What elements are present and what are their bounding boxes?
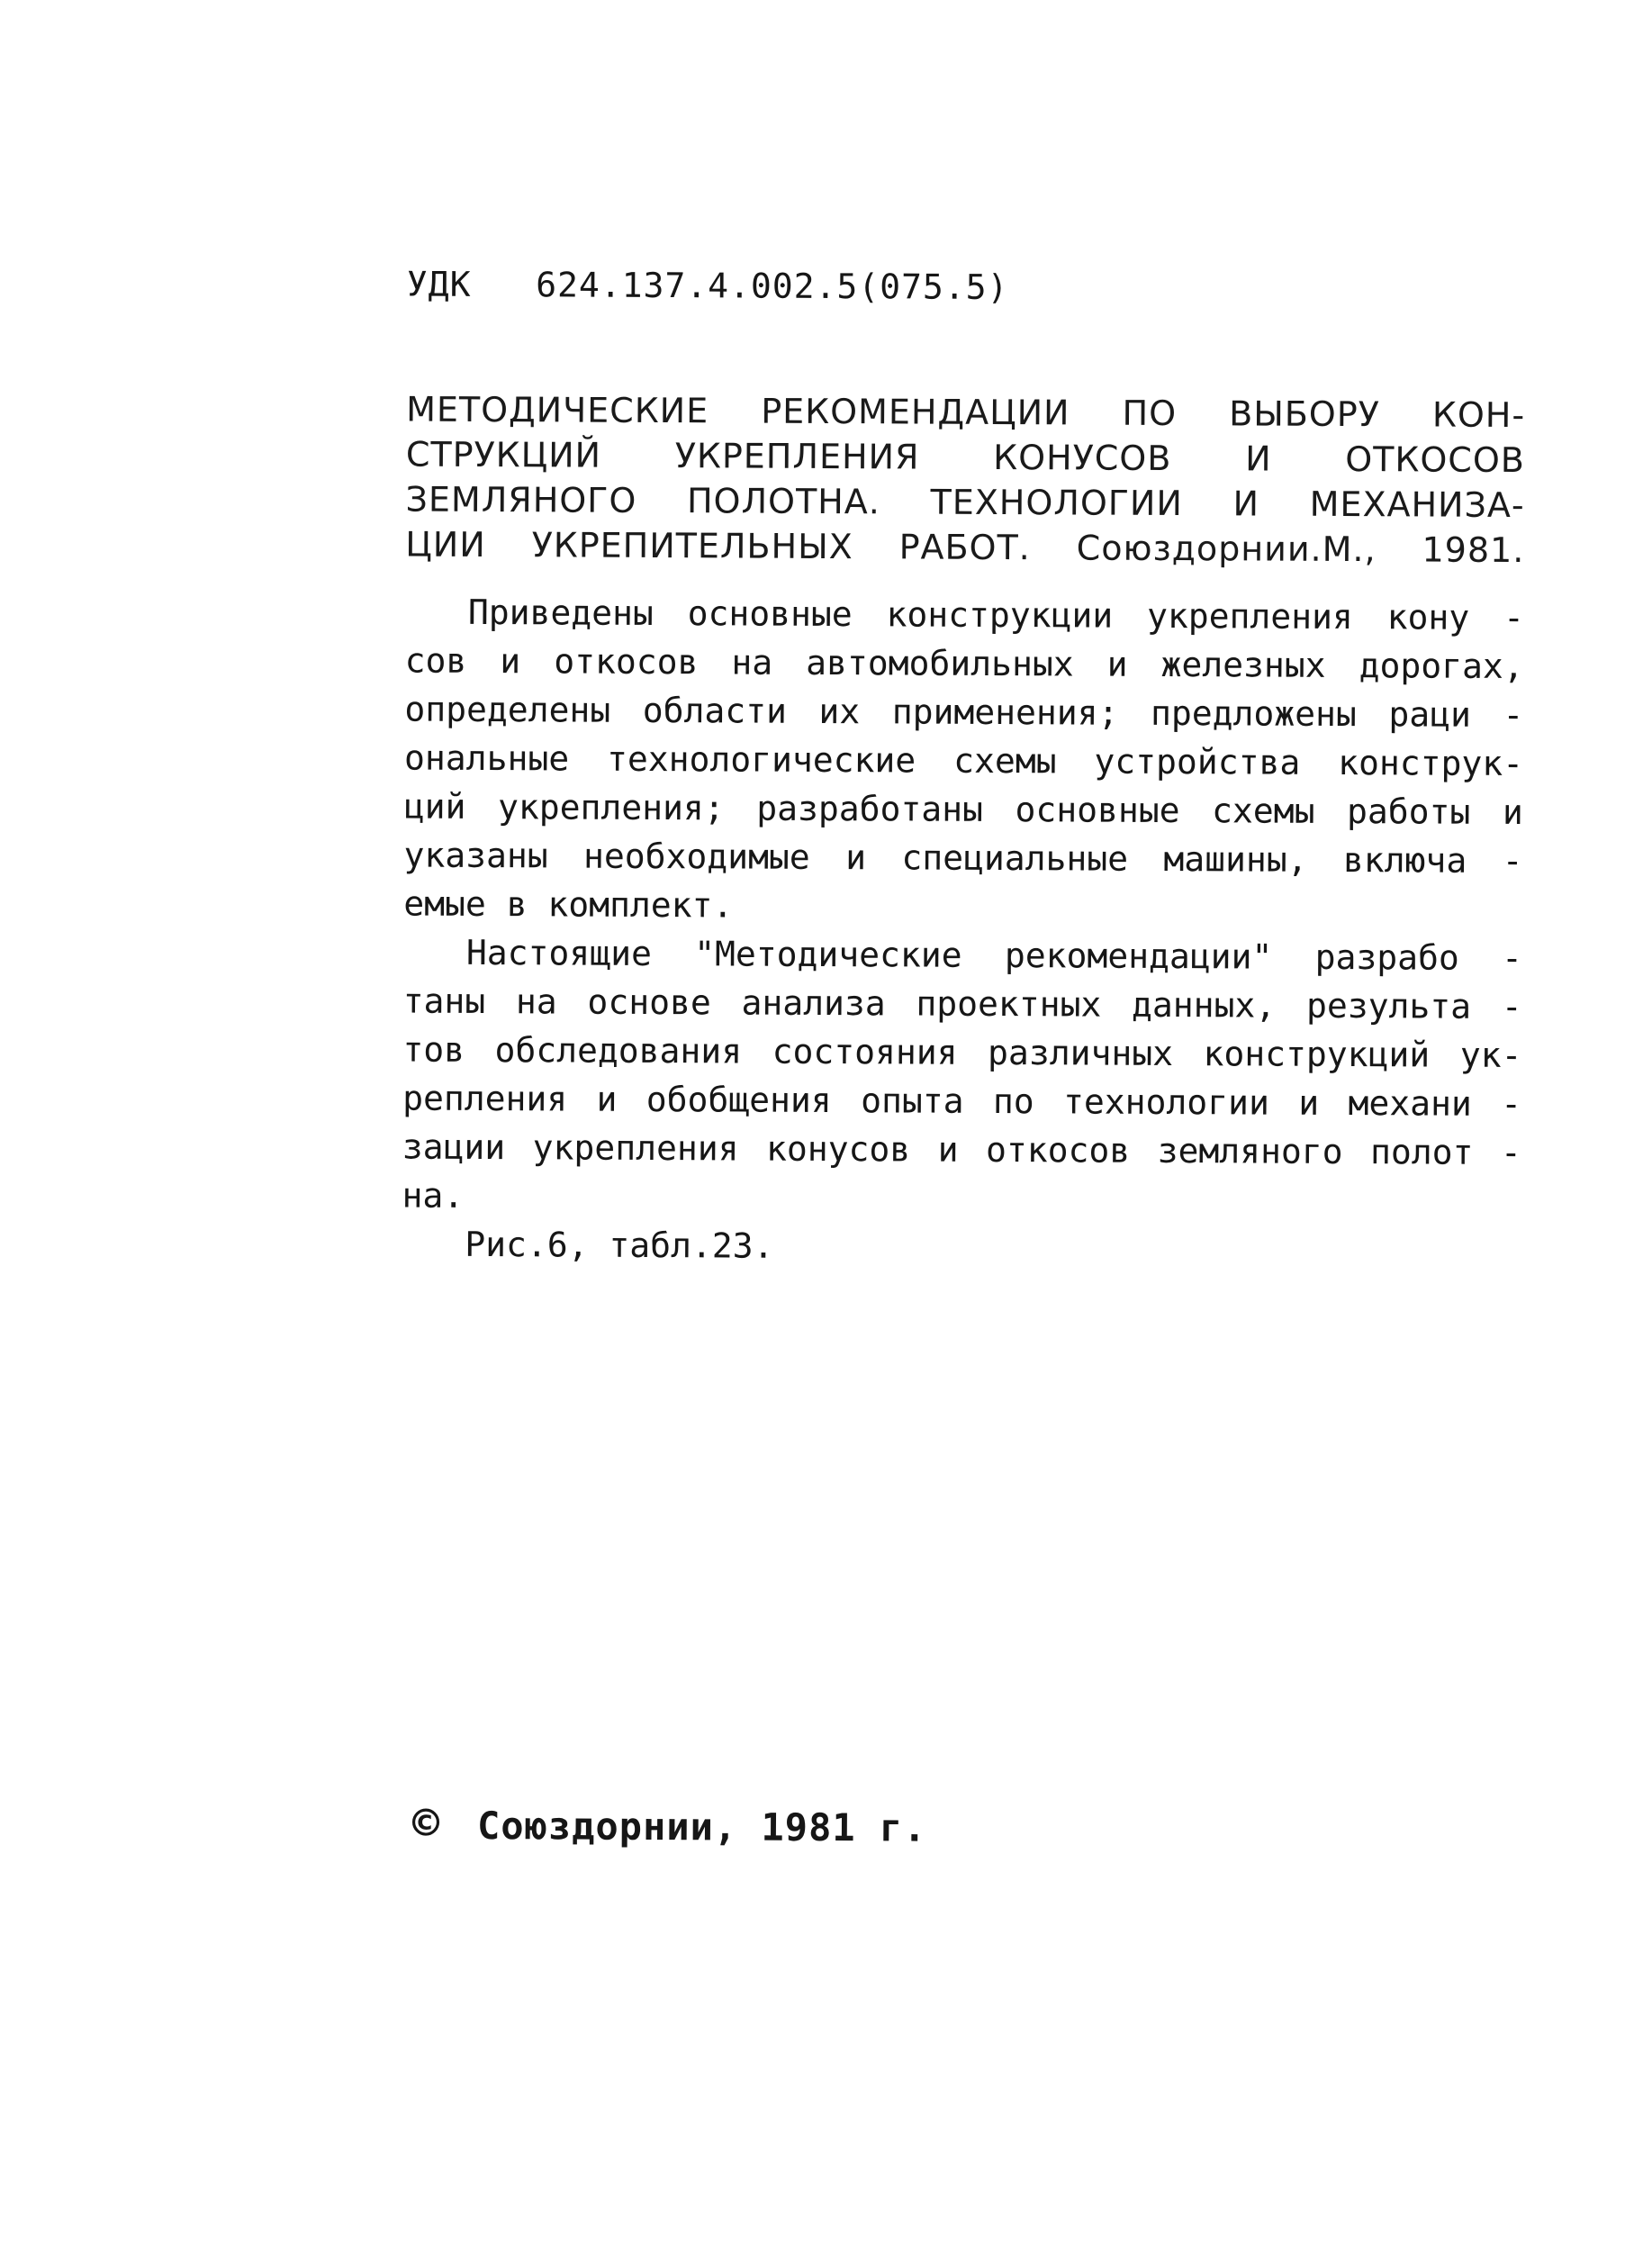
udc-number: УДК 624.137.4.002.5(075.5) [406,264,1009,308]
title-line: СТРУКЦИЙ УКРЕПЛЕНИЯ КОНУСОВ И ОТКОСОВ [405,434,1525,481]
abstract-line: на. [402,1175,465,1216]
title-line: ЦИИ УКРЕПИТЕЛЬНЫХ РАБОТ. Союздорнии.М., 1981. [405,524,1525,571]
abstract-line: ций укрепления; разработаны основные схемы работы и [403,786,1523,833]
abstract-line: репления и обобщения опыта по технологии и механи - [402,1078,1522,1125]
title-line: МЕТОДИЧЕСКИЕ РЕКОМЕНДАЦИИ ПО ВЫБОРУ КОН- [406,389,1526,436]
abstract-line: определены области их применения; предложены раци - [404,689,1524,736]
figures-note: Рис.6, табл.23. [465,1224,774,1266]
title-line: ЗЕМЛЯНОГО ПОЛОТНА. ТЕХНОЛОГИИ И МЕХАНИЗА- [405,479,1525,526]
abstract-line: таны на основе анализа проектных данных, результа - [402,981,1522,1027]
abstract-line: зации укрепления конусов и откосов земляного полот - [402,1126,1521,1173]
copyright-line [412,1797,927,1852]
document-title [405,387,1525,574]
abstract-line: указаны необходимые и специальные машины, включа - [403,835,1523,882]
abstract-line: емые в комплект. [403,883,734,926]
copyright-icon: © [411,1796,440,1850]
copyright-text: Союздорнии, 1981 г. [476,1803,927,1850]
abstract-line: ональные технологические схемы устройства конструк- [404,737,1524,784]
abstract-line: сов и откосов на автомобильных и железных дорогах, [404,640,1524,687]
abstract-line: Настоящие "Методические рекомендации" разрабо - [465,932,1523,979]
abstract-line: Приведены основные конструкции укрепления кону - [467,592,1525,638]
abstract-line: тов обследования состояния различных конструкций ук- [402,1029,1522,1076]
abstract-text [402,588,1524,1274]
